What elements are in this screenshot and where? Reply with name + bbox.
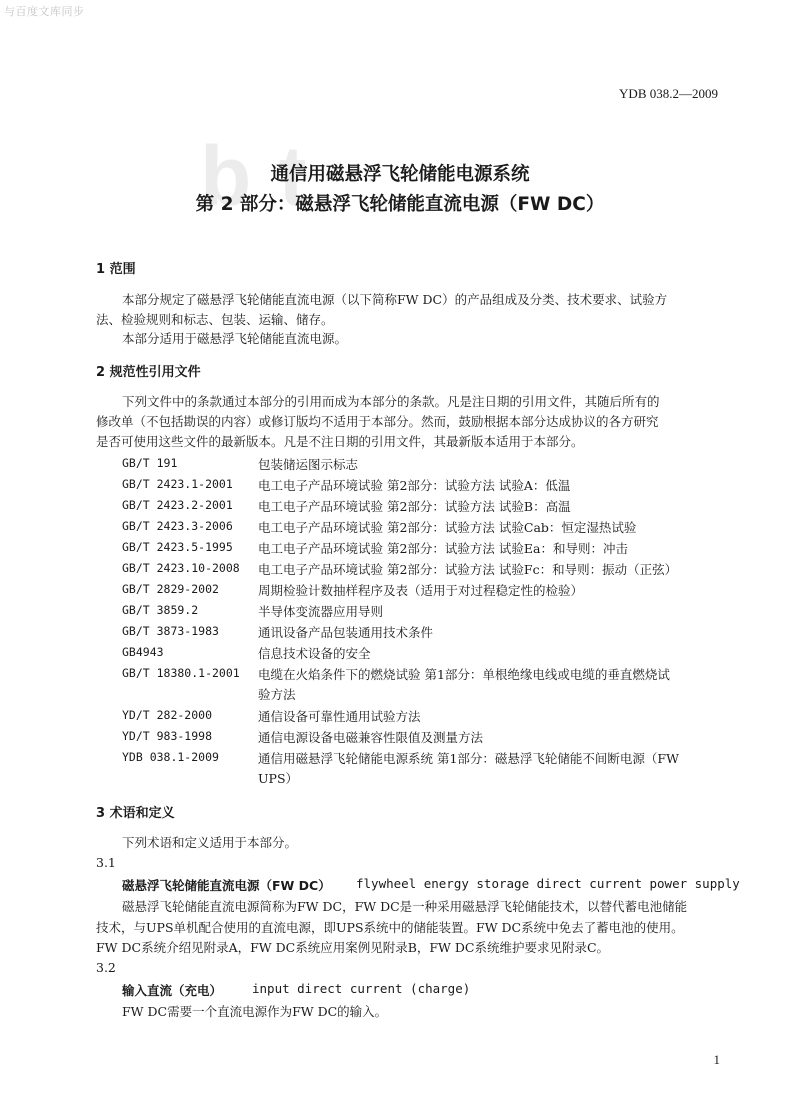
- reference-title: 信息技术设备的安全: [258, 646, 371, 661]
- reference-title: 电工电子产品环境试验 第2部分：试验方法 试验Ea：和导则：冲击: [258, 541, 628, 556]
- standard-number: YDB 038.2—2009: [619, 86, 718, 101]
- reference-code: GB/T 2423.5-1995: [122, 540, 233, 554]
- reference-title: 通讯设备产品包装通用技术条件: [258, 625, 434, 640]
- section-1-para: 本部分规定了磁悬浮飞轮储能直流电源（以下简称FW DC）的产品组成及分类、技术要求、试验方: [122, 292, 668, 307]
- reference-code: GB/T 3859.2: [122, 603, 199, 617]
- term-number: 3.1: [96, 855, 116, 870]
- term-definition: 技术，与UPS单机配合使用的直流电源，即UPS系统中的储能装置。FW DC系统中免去了蓄电池的使用。: [96, 920, 684, 935]
- reference-code: GB/T 2423.3-2006: [122, 519, 233, 533]
- reference-code: YD/T 282-2000: [122, 708, 213, 722]
- reference-title: 电缆在火焰条件下的燃烧试验 第1部分：单根绝缘电线或电缆的垂直燃烧试: [258, 667, 670, 682]
- reference-title: 通信设备可靠性通用试验方法: [258, 709, 421, 724]
- reference-title: 半导体变流器应用导则: [258, 604, 384, 619]
- reference-title: 电工电子产品环境试验 第2部分：试验方法 试验Fc：和导则：振动（正弦）: [258, 562, 678, 577]
- watermark-logo: b t: [200, 129, 309, 223]
- section-3-heading: 3 术语和定义: [96, 806, 175, 821]
- term-definition: FW DC需要一个直流电源作为FW DC的输入。: [122, 1004, 388, 1019]
- term-number: 3.2: [96, 960, 116, 975]
- reference-code: GB/T 18380.1-2001: [122, 666, 240, 680]
- section-1-para: 本部分适用于磁悬浮飞轮储能直流电源。: [122, 331, 348, 346]
- reference-code: GB4943: [122, 645, 164, 659]
- section-2-intro: 下列文件中的条款通过本部分的引用而成为本部分的条款。凡是注日期的引用文件，其随后所有的: [122, 394, 660, 409]
- reference-code: GB/T 2829-2002: [122, 582, 219, 596]
- term-name-en: input direct current (charge): [252, 981, 471, 996]
- section-1-heading: 1 范围: [96, 262, 136, 277]
- term-definition: 磁悬浮飞轮储能直流电源简称为FW DC，FW DC是一种采用磁悬浮飞轮储能技术，以替代蓄电池储能: [122, 899, 688, 914]
- term-definition: FW DC系统介绍见附录A，FW DC系统应用案例见附录B，FW DC系统维护要求见附录C。: [96, 940, 610, 955]
- section-2-heading: 2 规范性引用文件: [96, 365, 201, 380]
- reference-code: YDB 038.1-2009: [122, 750, 219, 764]
- term-name-cn: 磁悬浮飞轮储能直流电源（FW DC）: [122, 878, 331, 893]
- term-name-cn: 输入直流（充电）: [122, 983, 223, 998]
- section-1-para: 法、检验规则和标志、包装、运输、储存。: [96, 312, 334, 327]
- reference-title-continued: 验方法: [258, 687, 296, 702]
- reference-code: GB/T 2423.1-2001: [122, 477, 233, 491]
- reference-title: 电工电子产品环境试验 第2部分：试验方法 试验Cab：恒定湿热试验: [258, 520, 637, 535]
- reference-title: 包装储运图示标志: [258, 457, 359, 472]
- section-2-intro: 是否可使用这些文件的最新版本。凡是不注日期的引用文件，其最新版本适用于本部分。: [96, 434, 584, 449]
- reference-title: 电工电子产品环境试验 第2部分：试验方法 试验A：低温: [258, 478, 571, 493]
- term-name-en: flywheel energy storage direct current power supply: [356, 876, 740, 891]
- reference-code: GB/T 2423.2-2001: [122, 498, 233, 512]
- reference-code: GB/T 3873-1983: [122, 624, 219, 638]
- reference-code: GB/T 2423.10-2008: [122, 561, 240, 575]
- reference-code: GB/T 191: [122, 456, 178, 470]
- section-3-intro: 下列术语和定义适用于本部分。: [122, 835, 298, 850]
- reference-title: 通信用磁悬浮飞轮储能电源系统 第1部分：磁悬浮飞轮储能不间断电源（FW: [258, 751, 679, 766]
- reference-title-continued: UPS）: [258, 771, 299, 786]
- reference-code: YD/T 983-1998: [122, 729, 213, 743]
- reference-title: 通信电源设备电磁兼容性限值及测量方法: [258, 730, 484, 745]
- section-2-intro: 修改单（不包括勘误的内容）或修订版均不适用于本部分。然而，鼓励根据本部分达成协议的各方研究: [96, 414, 659, 429]
- reference-title: 电工电子产品环境试验 第2部分：试验方法 试验B：高温: [258, 499, 571, 514]
- page-number: 1: [713, 1052, 720, 1067]
- reference-title: 周期检验计数抽样程序及表（适用于对过程稳定性的检验）: [258, 583, 584, 598]
- document-title-line1: 通信用磁悬浮飞轮储能电源系统: [270, 164, 530, 185]
- watermark-text: 与百度文库同步: [4, 6, 85, 18]
- document-title-line2: 第 2 部分：磁悬浮飞轮储能直流电源（FW DC）: [195, 194, 605, 215]
